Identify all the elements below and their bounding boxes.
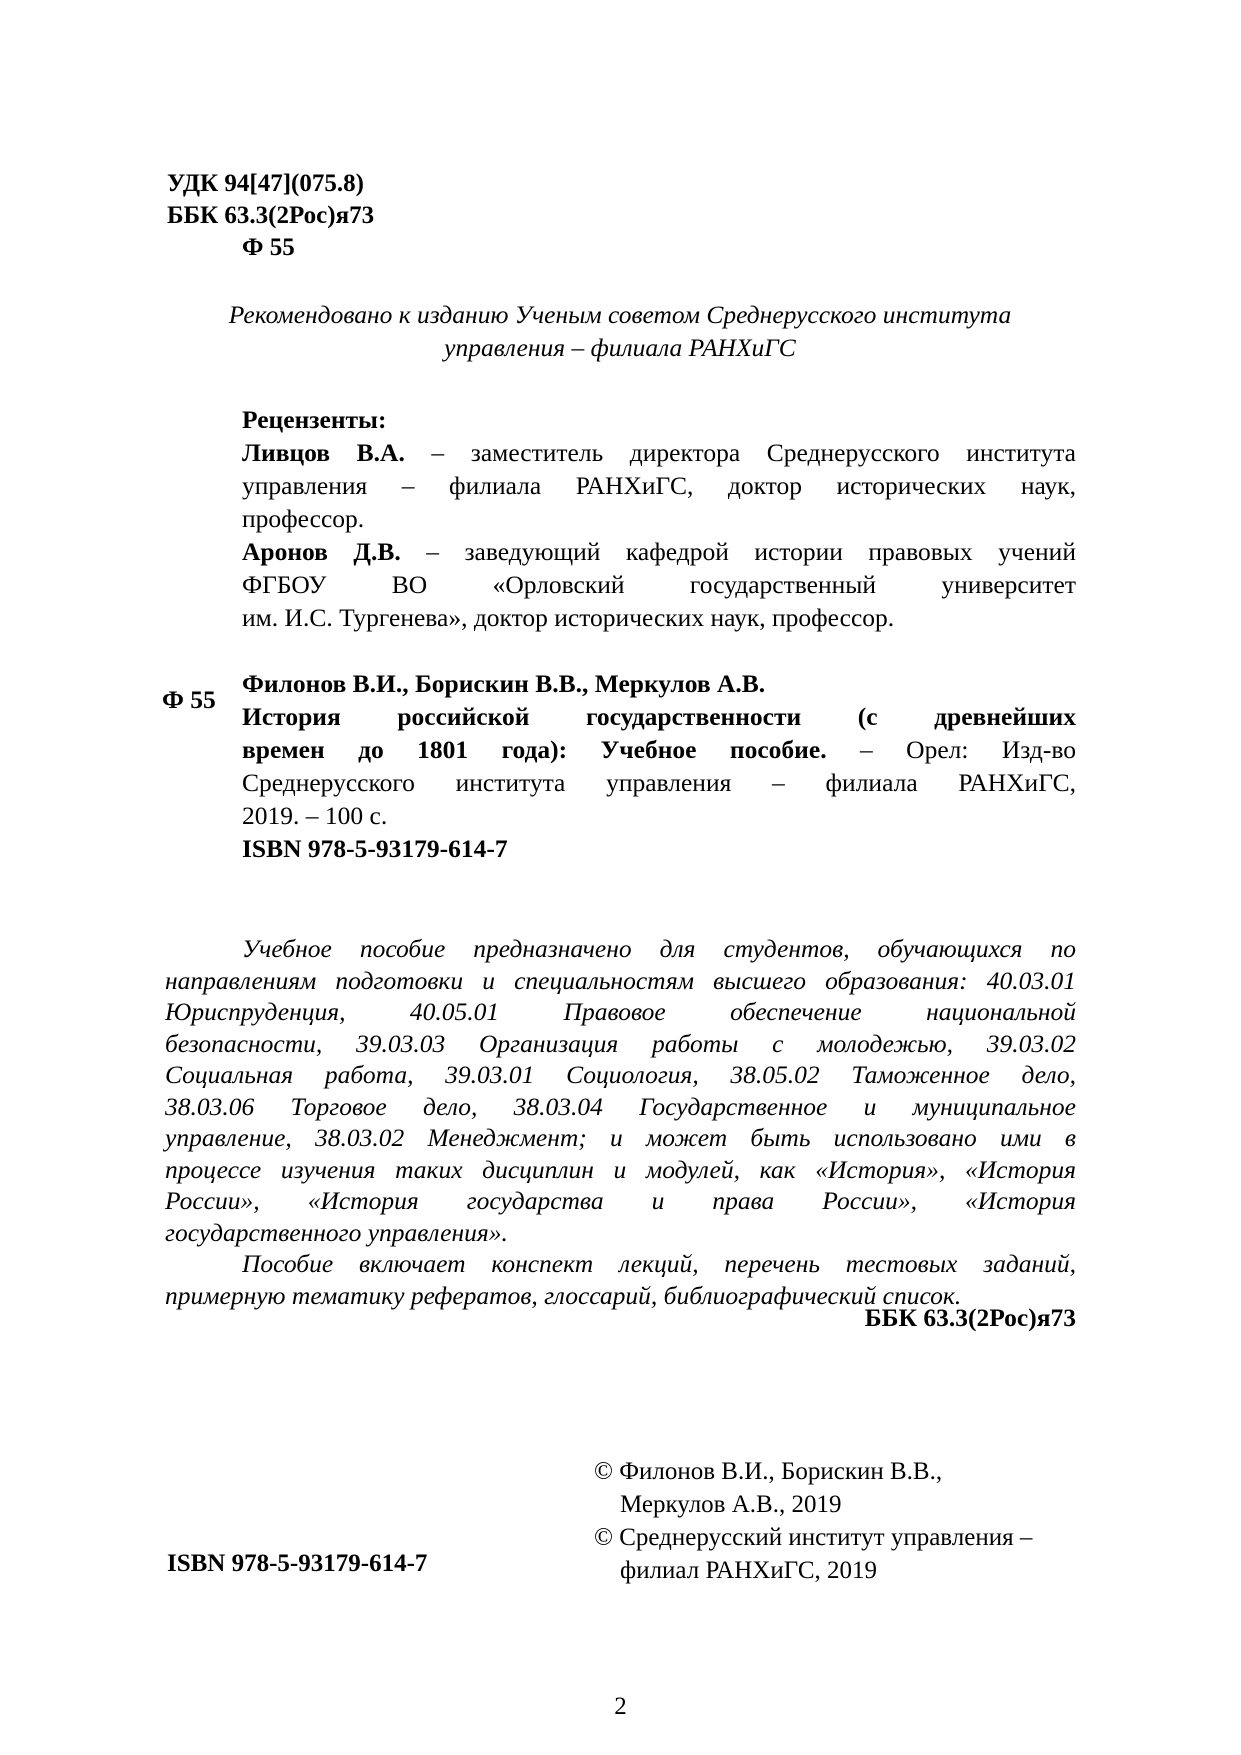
copyright-authors-line-2: Меркулов А.В., 2019 bbox=[620, 1491, 842, 1518]
reviewer-2 bbox=[242, 535, 1076, 634]
book-authors: Филонов В.И., Борискин В.В., Меркулов А.В. bbox=[242, 669, 766, 698]
book-isbn: ISBN 978-5-93179-614-7 bbox=[242, 834, 508, 863]
recommendation-line-1: Рекомендовано к изданию Ученым советом Среднерусского института bbox=[228, 300, 1012, 329]
reviewer-1-line-1 bbox=[242, 436, 1076, 469]
author-mark: Ф 55 bbox=[242, 234, 295, 261]
reviewer-2-name: Аронов Д.В. bbox=[242, 537, 401, 566]
annotation-line: Учебное пособие предназначено для студентов, обучающихся по bbox=[242, 934, 1076, 963]
bbk-code: ББК 63.3(2Рос)я73 bbox=[167, 202, 375, 229]
annotation-line: Пособие включает конспект лекций, перечень тестовых заданий, bbox=[242, 1249, 1076, 1278]
reviewer-1-name: Ливцов В.А. bbox=[242, 438, 405, 467]
annotation-line: Социальная работа, 39.03.01 Социология, 38.05.02 Таможенное дело, bbox=[165, 1060, 1076, 1089]
copyright-institute-line-2: филиал РАНХиГС, 2019 bbox=[620, 1557, 878, 1584]
reviewer-2-line-2: ФГБОУ ВО «Орловский государственный университет bbox=[242, 570, 1076, 599]
reviewer-1-line-3: профессор. bbox=[242, 504, 365, 533]
reviewer-2-line-1 bbox=[242, 535, 1076, 568]
recommendation-line-2: управления – филиала РАНХиГС bbox=[444, 333, 796, 362]
annotation-line: примерную тематику рефератов, глоссарий, библиографический список. bbox=[165, 1280, 962, 1310]
copyright-authors-line-1: © Филонов В.И., Борискин В.В., bbox=[594, 1458, 943, 1485]
classification-codes bbox=[167, 168, 374, 264]
annotation-line: безопасности, 39.03.03 Организация работы с молодежью, 39.03.02 bbox=[165, 1028, 1076, 1058]
book-title-line-2 bbox=[242, 733, 1076, 766]
annotation-line: управление, 38.03.02 Менеджмент; и может быть использовано ими в bbox=[165, 1123, 1076, 1152]
page-number: 2 bbox=[614, 1693, 627, 1720]
reviewer-2-line-3: им. И.С. Тургенева», доктор исторических наук, профессор. bbox=[242, 603, 895, 632]
annotation-line: России», «История государства и права России», «История bbox=[165, 1186, 1076, 1215]
annotation-line: 38.03.06 Торговое дело, 38.03.04 Государственное и муниципальное bbox=[165, 1091, 1076, 1121]
copyright-block bbox=[594, 1455, 1084, 1587]
book-title-end: времен до 1801 года): Учебное пособие. bbox=[242, 735, 827, 764]
bbk-code-bottom: ББК 63.3(2Рос)я73 bbox=[864, 1303, 1076, 1332]
annotation-line: процессе изучения таких дисциплин и модулей, как «История», «История bbox=[165, 1154, 1076, 1184]
isbn-bottom: ISBN 978-5-93179-614-7 bbox=[167, 1550, 428, 1577]
publisher-line-2: Среднерусского института управления – филиала РАНХиГС, bbox=[242, 768, 1076, 797]
catalog-code: Ф 55 bbox=[162, 685, 216, 714]
copyright-institute-line-1: © Среднерусский институт управления – bbox=[594, 1524, 1033, 1551]
annotation-line: государственного управления». bbox=[165, 1217, 508, 1247]
reviewer-1 bbox=[242, 436, 1076, 535]
reviewer-1-text-1: – заместитель директора Среднерусского института bbox=[404, 438, 1077, 467]
annotation bbox=[165, 933, 1076, 1311]
reviewer-2-text-1: – заведующий кафедрой истории правовых учений bbox=[400, 537, 1076, 566]
annotation-line: Юриспруденция, 40.05.01 Правовое обеспечение национальной bbox=[165, 997, 1076, 1026]
reviewer-1-line-2: управления – филиала РАНХиГС, доктор исторических наук, bbox=[242, 471, 1076, 500]
bibliographic-record bbox=[242, 667, 1076, 865]
udk-code: УДК 94[47](075.8) bbox=[167, 170, 364, 197]
publisher-text-1: – Орел: Изд-во bbox=[826, 735, 1076, 764]
annotation-line: направлениям подготовки и специальностям высшего образования: 40.03.01 bbox=[165, 965, 1076, 995]
recommendation-note bbox=[160, 298, 1080, 364]
publisher-line-3: 2019. – 100 с. bbox=[242, 801, 388, 830]
reviewers-section bbox=[242, 403, 1076, 634]
reviewers-heading: Рецензенты: bbox=[242, 405, 387, 434]
book-title-line-1: История российской государственности (с древнейших bbox=[242, 702, 1076, 731]
